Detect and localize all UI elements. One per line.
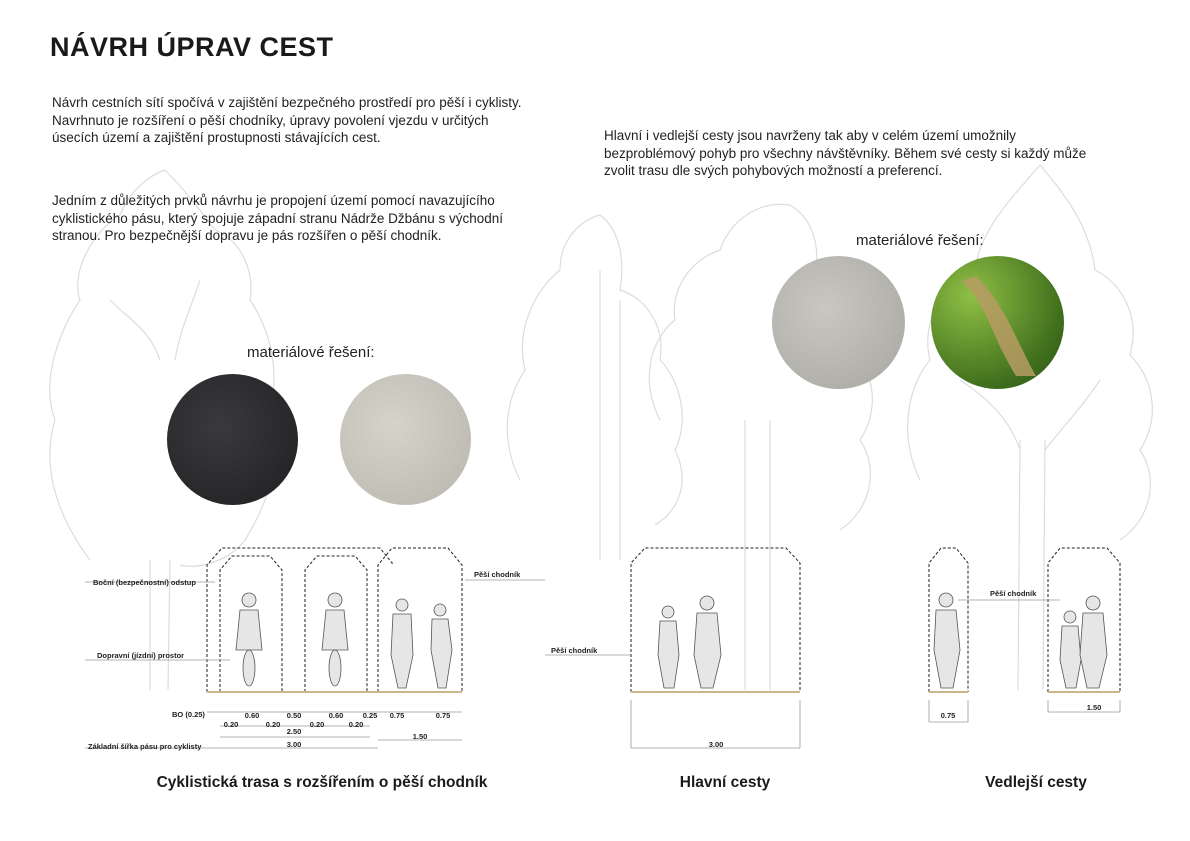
caption-main-paths: Hlavní cesty [679,774,771,791]
dim-value: 0.50 [286,711,302,720]
footpath-label-cycle: Pěší chodník [474,570,521,579]
dim-3-00-main: 3.00 [708,740,724,749]
material-label-right: materiálové řešení: [856,232,984,249]
dim-value: 0.25 [362,711,378,720]
dim-0-75-side: 0.75 [940,711,956,720]
text-line: Hlavní i vedlejší cesty jsou navrženy tak aby v celém území umožnily [604,128,1016,143]
dim-3-00-cycle: 3.00 [286,740,302,749]
dim-value: 0.60 [328,711,344,720]
dim-value: 0.20 [265,720,281,729]
traffic-space-label: Dopravní (jízdní) prostor [97,651,185,660]
text-line: cyklistického pásu, který spojuje západní stranu Nádrže Džbánu s východní [52,210,503,226]
side-clearance-label: Boční (bezpečnostní) odstup [93,578,196,587]
text-line: bezproblémový pohyb pro všechny návštěvníky. Během své cesty si každý může [604,145,1087,161]
dim-value: 0.60 [244,711,260,720]
text-line: stranou. Pro bezpečnější dopravu je pás rozšířen o pěší chodník. [52,228,442,243]
base-width-label: Základní šířka pásu pro cyklisty [88,742,202,751]
footpath-label-main: Pěší chodník [551,646,598,655]
dim-1-50-cycle: 1.50 [412,732,428,741]
material-label-left: materiálové řešení: [247,344,375,361]
text-line: Navrhnuto je rozšíření o pěší chodníky, úpravy povolení vjezdu v určitých [52,112,489,128]
bo-label: BO (0.25) [172,710,205,719]
dim-value: 0.75 [389,711,405,720]
text-line: úsecích území a zajištění prostupnosti stávajících cest. [52,130,381,145]
caption-side-paths: Vedlejší cesty [985,774,1087,791]
page-title: NÁVRH ÚPRAV CEST [50,32,334,62]
dim-value: 0.75 [435,711,451,720]
dim-value: 0.20 [309,720,325,729]
text-line: Jedním z důležitých prvků návrhu je propojení území pomocí navazujícího [52,193,495,208]
caption-cycle-route: Cyklistická trasa s rozšířením o pěší chodník [156,774,488,791]
text-line: zvolit trasu dle svých pohybových možností a preferencí. [604,163,943,178]
text-line: Návrh cestních sítí spočívá v zajištění bezpečného prostředí pro pěší i cyklisty. [52,95,522,110]
footpath-label-side: Pěší chodník [990,589,1037,598]
dim-1-50-side: 1.50 [1086,703,1102,712]
dim-2-50: 2.50 [286,727,302,736]
dim-value: 0.20 [348,720,364,729]
dim-value: 0.20 [223,720,239,729]
